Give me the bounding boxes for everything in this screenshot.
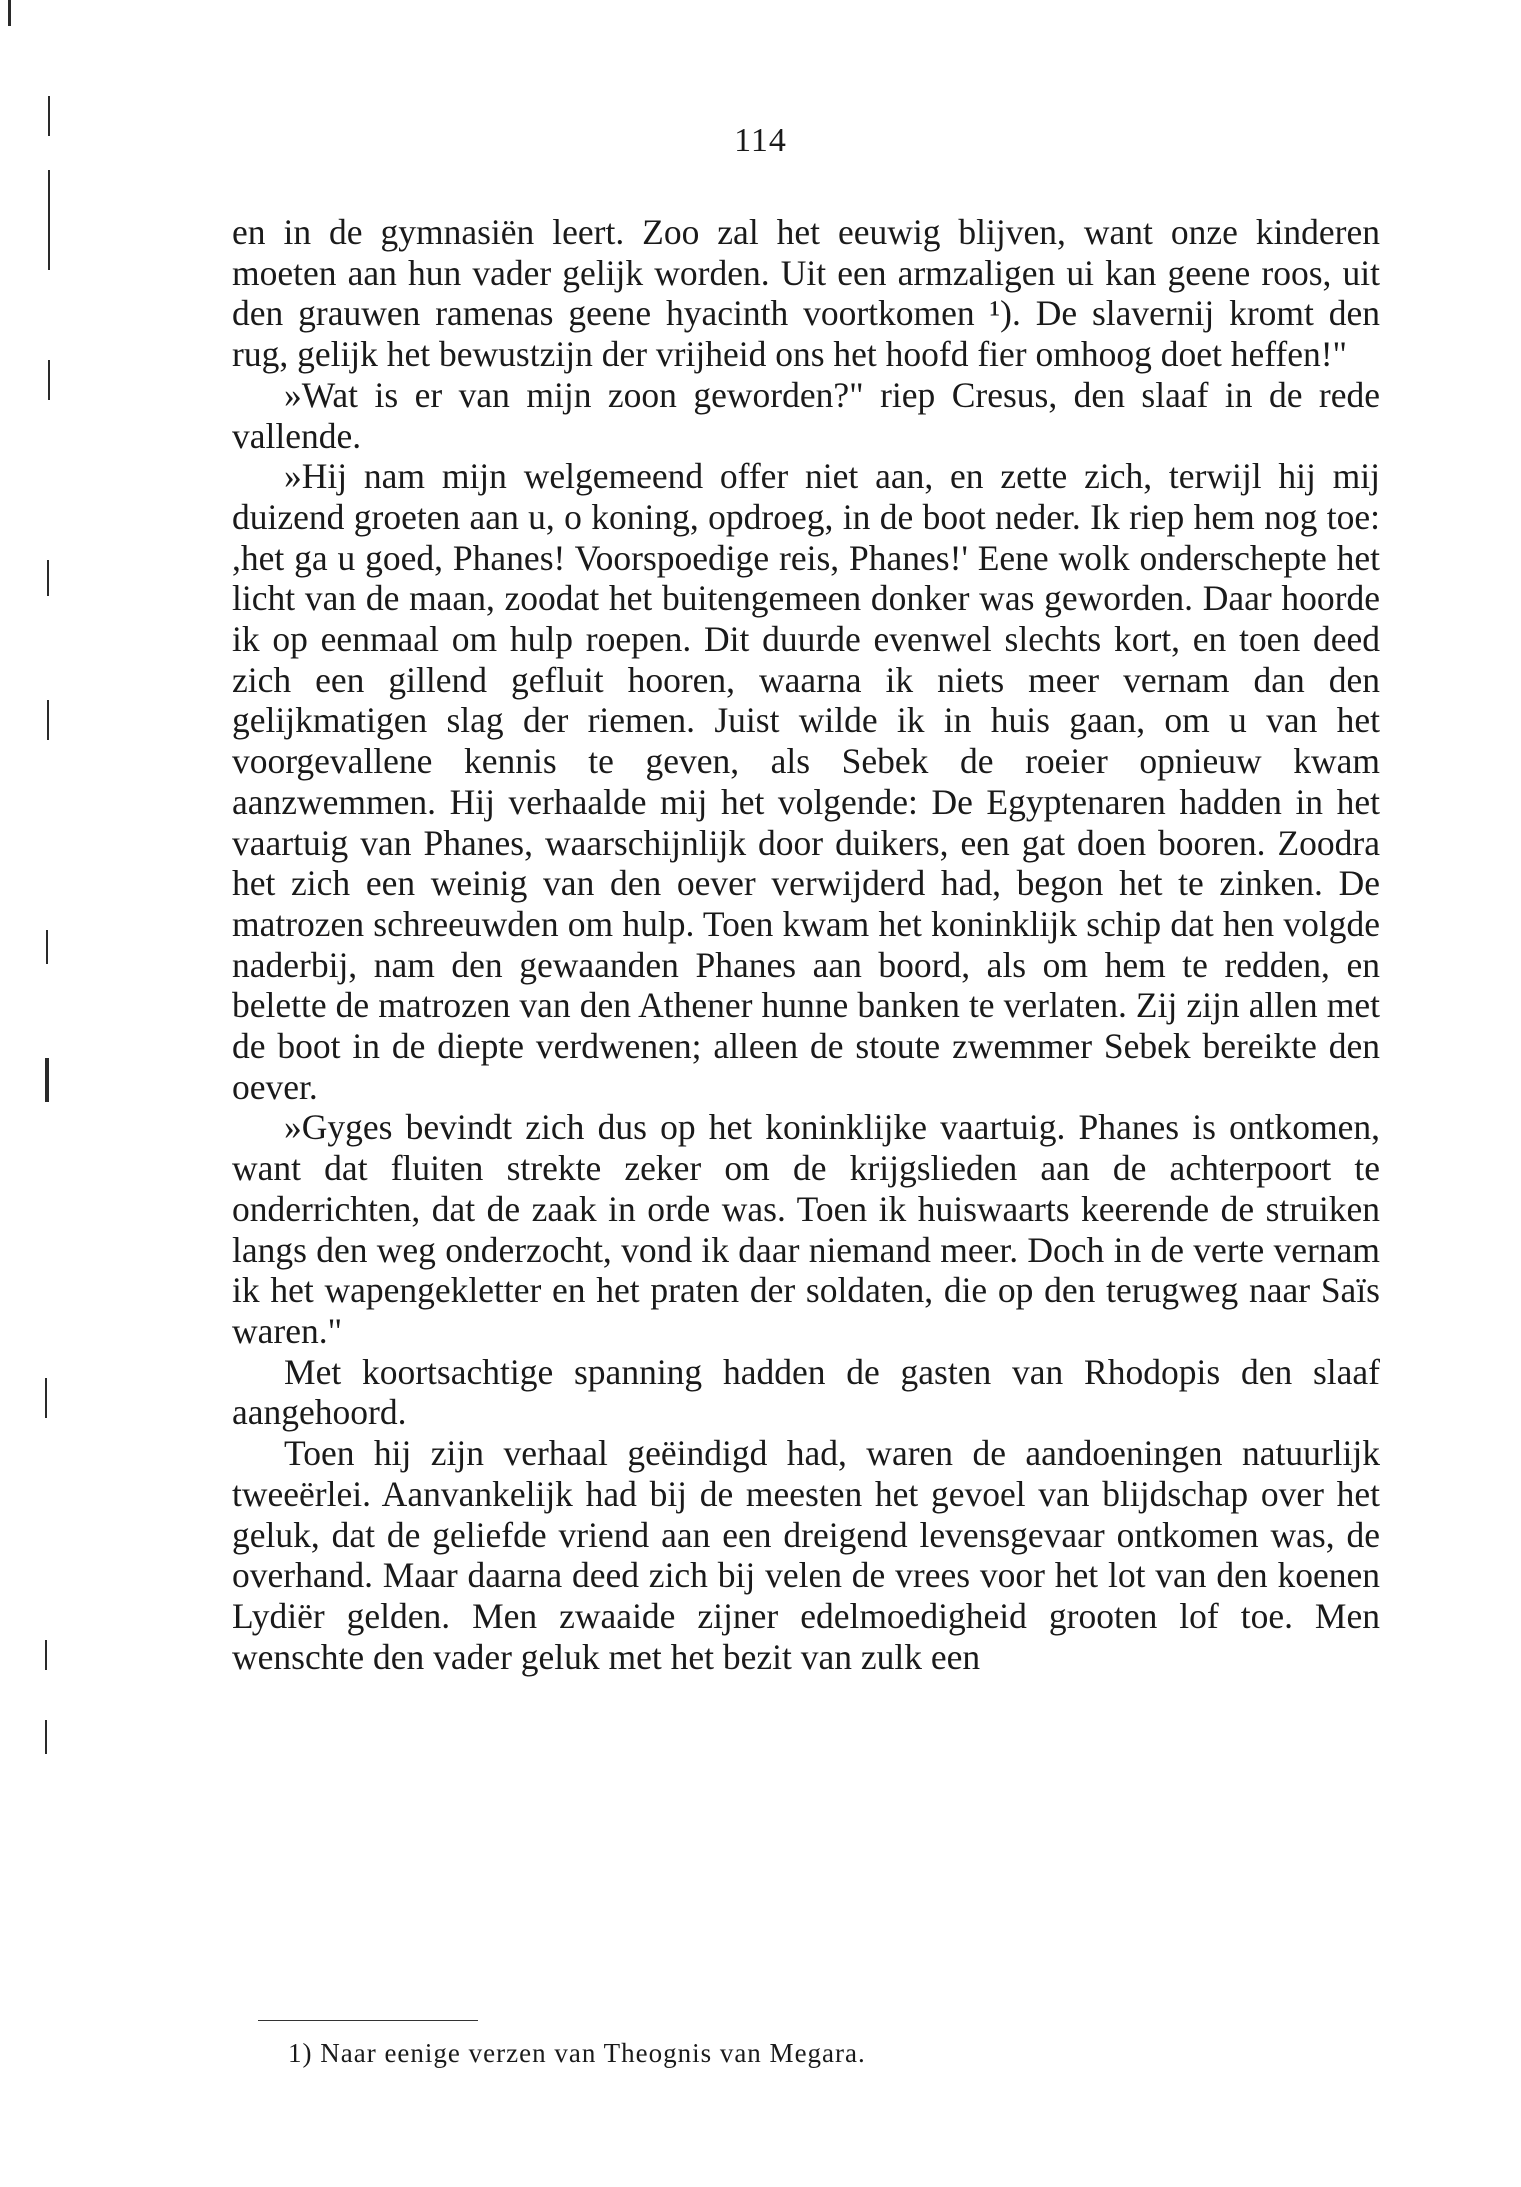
scan-artifact: [45, 1058, 49, 1102]
paragraph: »Gyges bevindt zich dus op het koninklijke vaartuig. Phanes is ontkomen, want dat fluiten strekte zeker om de krijgslieden aan de achterpoort te onderrichten, dat de zaak in orde was. Toen ik huiswaarts keerende de struiken langs den weg onderzocht, vond ik daar niemand meer. Doch in de verte vernam ik het wapengekletter en het praten der soldaten, die op den terugweg naar Saïs waren.": [232, 1107, 1380, 1351]
paragraph: »Wat is er van mijn zoon geworden?" riep Cresus, den slaaf in de rede vallende.: [232, 374, 1380, 456]
paragraph: »Hij nam mijn welgemeend offer niet aan, en zette zich, terwijl hij mij duizend groeten aan u, o koning, opdroeg, in de boot neder. Ik riep hem nog toe: ,het ga u goed, Phanes! Voorspoedige reis, Phanes!' Eene wolk onderschepte het licht van de maan, zoodat het buitengemeen donker was geworden. Daar hoorde ik op eenmaal om hulp roepen. Dit duurde evenwel slechts kort, en toen deed zich een gillend gefluit hooren, waarna ik niets meer vernam dan den gelijkmatigen slag der riemen. Juist wilde ik in huis gaan, om u van het voorgevallene kennis te geven, als Sebek de roeier opnieuw kwam aanzwemmen. Hij verhaalde mij het volgende: De Egyptenaren hadden in het vaartuig van Phanes, waarschijnlijk door duikers, een gat doen booren. Zoodra het zich een weinig van den oever verwijderd had, begon het te zinken. De matrozen schreeuwden om hulp. Toen kwam het koninklijk schip dat hen volgde naderbij, nam den gewaanden Phanes aan boord, als om hem te redden, en belette de matrozen van den Athener hunne banken te verlaten. Zij zijn allen met de boot in de diepte verdwenen; alleen de stoute zwemmer Sebek bereikte den oever.: [232, 456, 1380, 1107]
paragraph: en in de gymnasiën leert. Zoo zal het eeuwig blijven, want onze kinderen moeten aan hun vader gelijk worden. Uit een armzaligen ui kan geene roos, uit den grauwen ramenas geene hyacinth voortkomen ¹). De slavernij kromt den rug, gelijk het bewustzijn der vrijheid ons het hoofd fier omhoog doet heffen!": [232, 212, 1380, 375]
paragraph: Met koortsachtige spanning hadden de gasten van Rhodopis den slaaf aangehoord.: [232, 1351, 1380, 1433]
scan-artifact: [47, 560, 49, 596]
page-number: 114: [734, 122, 787, 159]
scan-artifact: [8, 0, 11, 26]
scan-artifact: [48, 170, 50, 270]
scan-artifact: [47, 700, 49, 740]
paragraph: Toen hij zijn verhaal geëindigd had, waren de aandoeningen natuurlijk tweeërlei. Aanvankelijk had bij de meesten het gevoel van blijdschap over het geluk, dat de geliefde vriend aan een dreigend levensgevaar ontkomen was, de overhand. Maar daarna deed zich bij velen de vrees voor het lot van den koenen Lydiër gelden. Men zwaaide zijner edelmoedigheid grooten lof toe. Men wenschte den vader geluk met het bezit van zulk een: [232, 1433, 1380, 1677]
scan-artifact: [46, 930, 48, 964]
scan-artifact: [48, 360, 50, 400]
scan-artifact: [45, 1720, 47, 1754]
scan-artifact: [45, 1378, 47, 1418]
footnote: 1) Naar eenige verzen van Theognis van Megara.: [288, 2038, 866, 2068]
footnote-divider: [258, 2020, 478, 2021]
scan-artifact: [45, 1640, 47, 1670]
body-text: [232, 212, 1380, 1677]
